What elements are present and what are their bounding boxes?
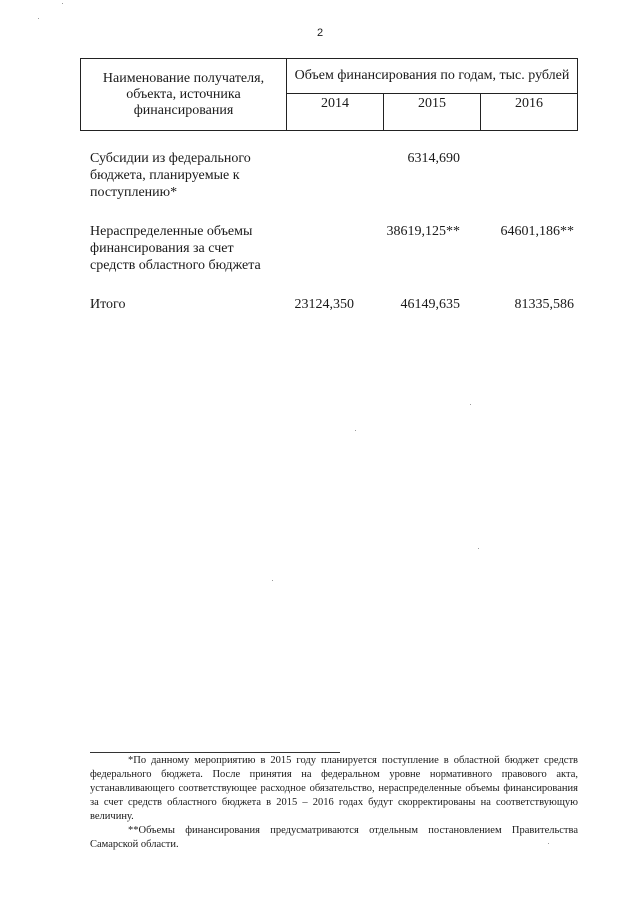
page-number: 2 — [316, 27, 324, 39]
volume-column-header: Объем финансирования по годам, тыс. рублей — [287, 59, 578, 94]
value-2014: 23124,350 — [294, 297, 354, 312]
year-header-2015: 2015 — [383, 94, 480, 131]
value-2016: 81335,586 — [514, 297, 574, 312]
year-header-2014: 2014 — [287, 94, 384, 131]
financing-table-header — [80, 58, 578, 131]
table-row — [90, 223, 590, 274]
footnotes — [90, 754, 578, 852]
table-row — [90, 150, 590, 201]
value-2016: 64601,186** — [500, 224, 574, 239]
year-header-2016: 2016 — [480, 94, 577, 131]
row-label: Нераспределенные объемы финансирования за счет средств областного бюджета — [90, 224, 261, 273]
footnote-1: *По данному мероприятию в 2015 году планируется поступление в областной бюджет средств федерального бюджета. После принятия на федеральном уровне нормативного правового акта, устанавливающего соответствующее расходное обязательство, нераспределенные объемы финансирования за счет средств областного бюджета в 2015 – 2016 годах будут скорректированы на соответствующую величину. — [90, 755, 578, 822]
value-2015: 6314,690 — [407, 151, 460, 166]
financing-rows — [90, 150, 590, 335]
value-2015: 46149,635 — [400, 297, 460, 312]
footnote-2: **Объемы финансирования предусматриваются отдельным постановлением Правительства Самарской области. — [90, 825, 578, 850]
row-label: Субсидии из федерального бюджета, планируемые к поступлению* — [90, 151, 251, 200]
name-column-header: Наименование получателя, объекта, источника финансирования — [81, 59, 287, 131]
row-label: Итого — [90, 297, 126, 312]
value-2015: 38619,125** — [386, 224, 460, 239]
footnote-divider — [90, 752, 340, 753]
table-row-total — [90, 296, 590, 313]
